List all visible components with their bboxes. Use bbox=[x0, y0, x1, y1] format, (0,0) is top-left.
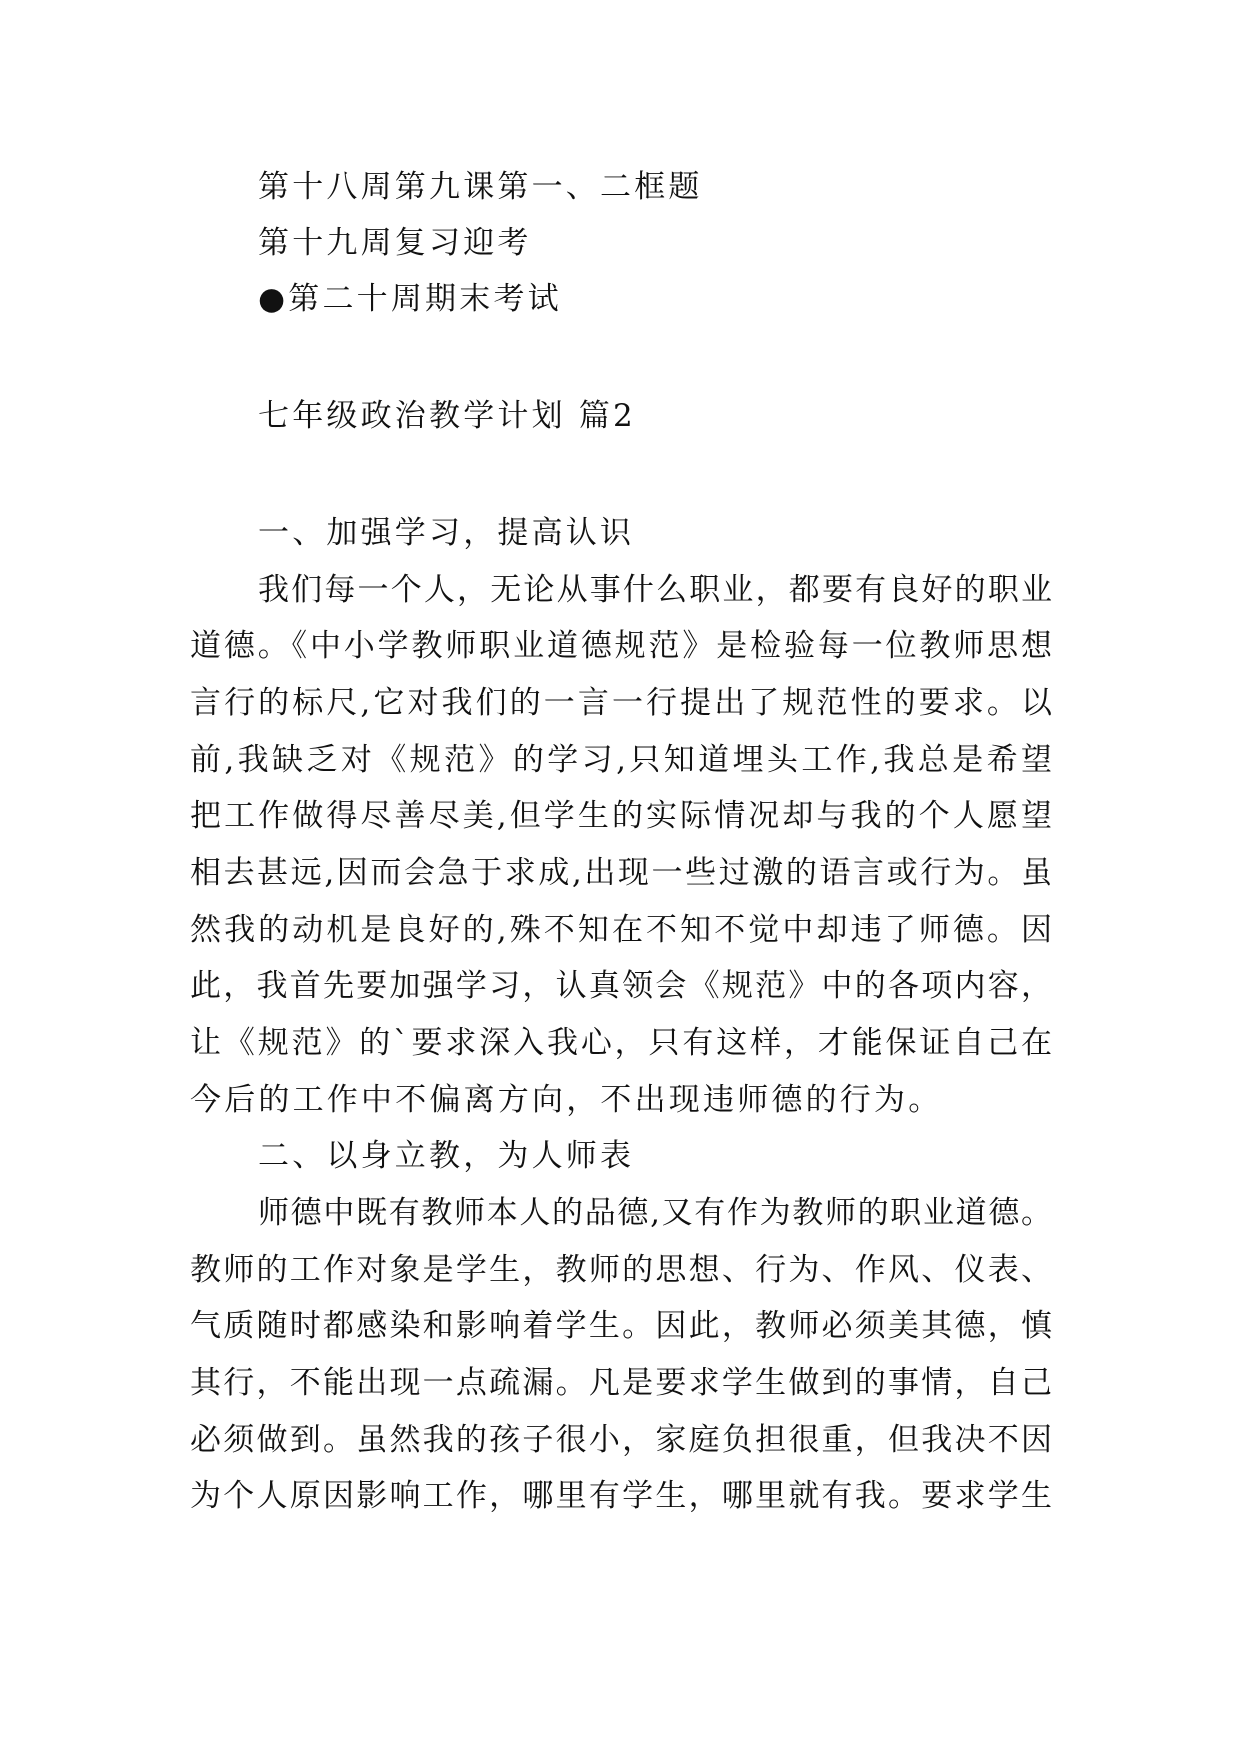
schedule-week-20: ●第二十周期末考试 bbox=[258, 281, 562, 317]
paragraph-line: 其行，不能出现一点疏漏。凡是要求学生做到的事情，自己 bbox=[190, 1365, 1052, 1401]
paragraph-line: 相去甚远,因而会急于求成,出现一些过激的语言或行为。虽 bbox=[190, 855, 1052, 891]
paragraph-line: 为个人原因影响工作，哪里有学生，哪里就有我。要求学生 bbox=[190, 1478, 1052, 1514]
heading-lead-by-example: 二、以身立教，为人师表 bbox=[258, 1138, 635, 1174]
paragraph-line: 必须做到。虽然我的孩子很小，家庭负担很重，但我决不因 bbox=[190, 1422, 1052, 1458]
paragraph-line: 教师的工作对象是学生，教师的思想、行为、作风、仪表、 bbox=[190, 1252, 1052, 1288]
paragraph-line: 把工作做得尽善尽美,但学生的实际情况却与我的个人愿望 bbox=[190, 798, 1052, 834]
paragraph-line: 我们每一个人，无论从事什么职业，都要有良好的职业 bbox=[258, 572, 1052, 608]
schedule-week-18: 第十八周第九课第一、二框题 bbox=[258, 169, 703, 205]
paragraph-line: 让《规范》的`要求深入我心，只有这样，才能保证自己在 bbox=[190, 1025, 1052, 1061]
paragraph-line: 言行的标尺,它对我们的一言一行提出了规范性的要求。以 bbox=[190, 685, 1052, 721]
schedule-week-19: 第十九周复习迎考 bbox=[258, 225, 532, 261]
section-title: 七年级政治教学计划 篇2 bbox=[258, 398, 636, 434]
paragraph-line: 师德中既有教师本人的品德,又有作为教师的职业道德。 bbox=[258, 1195, 1052, 1231]
paragraph-line: 此，我首先要加强学习，认真领会《规范》中的各项内容， bbox=[190, 968, 1052, 1004]
heading-strengthen-study: 一、加强学习，提高认识 bbox=[258, 515, 635, 551]
paragraph-line: 前,我缺乏对《规范》的学习,只知道埋头工作,我总是希望 bbox=[190, 742, 1052, 778]
paragraph-line: 道德。《中小学教师职业道德规范》是检验每一位教师思想 bbox=[190, 628, 1052, 664]
paragraph-line: 气质随时都感染和影响着学生。因此，教师必须美其德，慎 bbox=[190, 1308, 1052, 1344]
paragraph-line: 然我的动机是良好的,殊不知在不知不觉中却违了师德。因 bbox=[190, 912, 1052, 948]
paragraph-line: 今后的工作中不偏离方向，不出现违师德的行为。 bbox=[190, 1082, 943, 1118]
